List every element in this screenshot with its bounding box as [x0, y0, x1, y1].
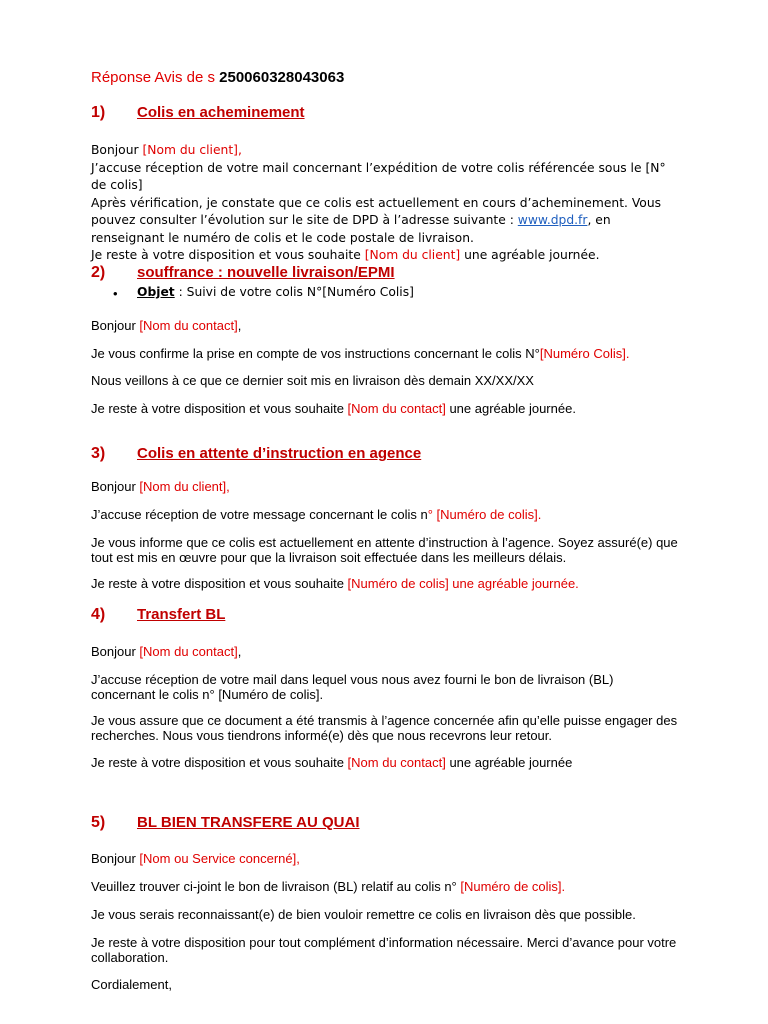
bullet-dot: • [113, 286, 118, 301]
dpd-link[interactable]: www.dpd.fr [517, 213, 588, 227]
paragraph: Je vous confirme la prise en compte de vos instructions concernant le colis N°[Numéro Colis]. [91, 346, 630, 361]
section-4-heading: 4) Transfert BL [91, 606, 226, 623]
closing: Je reste à votre disposition et vous souhaite [Numéro de colis] une agréable journée. [91, 576, 579, 591]
closing: Je reste à votre disposition et vous souhaite [Nom du contact] une agréable journée [91, 755, 573, 770]
subject-line: Objet : Suivi de votre colis N°[Numéro Colis] [137, 285, 414, 299]
section-1-body [91, 142, 681, 265]
greeting: Bonjour [Nom ou Service concerné], [91, 851, 300, 866]
document-title: Réponse Avis de s 250060328043063 [91, 69, 345, 86]
greeting: Bonjour [Nom du contact], [91, 644, 242, 659]
paragraph: Je reste à votre disposition pour tout complément d’information nécessaire. Merci d’avance pour votre collaboration. [91, 935, 677, 965]
notice-number: 250060328043063 [219, 69, 345, 86]
greeting: Bonjour [Nom du contact], [91, 318, 242, 333]
section-2-heading: 2) souffrance : nouvelle livraison/EPMI [91, 264, 395, 281]
paragraph: J’accuse réception de votre mail dans lequel vous nous avez fourni le bon de livraison (BL) concernant le colis n° [Numéro de colis]. [91, 672, 614, 702]
greeting: Bonjour [Nom du client], [91, 479, 230, 494]
greeting: Bonjour [Nom du client], [91, 143, 242, 157]
closing: Je reste à votre disposition et vous souhaite [Nom du client] une agréable journée. [91, 248, 600, 262]
paragraph: J’accuse réception de votre mail concernant l’expédition de votre colis référencée sous le [N° de colis] [91, 160, 666, 192]
paragraph: Nous veillons à ce que ce dernier soit mis en livraison dès demain XX/XX/XX [91, 373, 534, 388]
paragraph: Je vous informe que ce colis est actuellement en attente d’instruction à l’agence. Soyez assuré(e) que tout est mis en œuvre pour que la livraison soit effectuée dans les meilleurs délais. [91, 535, 678, 565]
closing: Je reste à votre disposition et vous souhaite [Nom du contact] une agréable journée. [91, 401, 576, 416]
paragraph: Après vérification, je constate que ce colis est actuellement en cours d’acheminement. Vous pouvez consulter l’évolution sur le site de DPD à l’adresse suivante : www.dpd.fr, en renseignant le numéro de colis et le code postale de livraison. [91, 195, 662, 245]
section-5-heading: 5) BL BIEN TRANSFERE AU QUAI [91, 814, 360, 831]
paragraph: Je vous serais reconnaissant(e) de bien vouloir remettre ce colis en livraison dès que possible. [91, 907, 636, 922]
signature: Cordialement, [91, 977, 172, 992]
paragraph: Je vous assure que ce document a été transmis à l’agence concernée afin qu’elle puisse engager des recherches. Nous vous tiendrons informé(e) dès que nous recevrons leur retour. [91, 713, 678, 743]
section-3-heading: 3) Colis en attente d’instruction en agence [91, 445, 422, 462]
section-1-heading: 1) Colis en acheminement [91, 104, 305, 121]
paragraph: Veuillez trouver ci-joint le bon de livraison (BL) relatif au colis n° [Numéro de colis]. [91, 879, 566, 894]
paragraph: J’accuse réception de votre message concernant le colis n° [Numéro de colis]. [91, 507, 542, 522]
